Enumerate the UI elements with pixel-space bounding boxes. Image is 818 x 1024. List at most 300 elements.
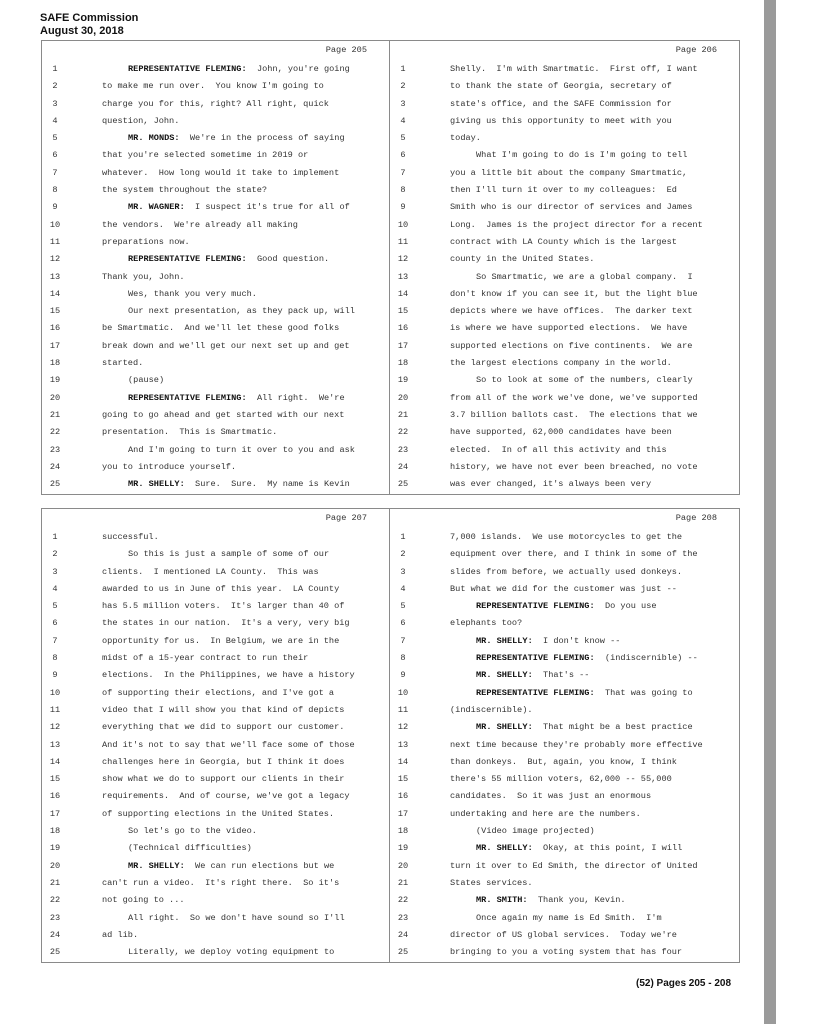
spoken-text: 7,000 islands. We use motorcycles to get the	[450, 532, 683, 542]
spoken-text: show what we do to support our clients in their	[102, 774, 345, 785]
speaker-label: MR. SHELLY:	[476, 722, 533, 733]
spoken-text: requirements. And of course, we've got a legacy	[102, 791, 350, 802]
line-text	[450, 407, 698, 424]
transcript-line	[42, 424, 389, 441]
transcript-line	[42, 147, 389, 164]
transcript-line	[42, 564, 389, 581]
spoken-text: question, John.	[102, 115, 180, 126]
line-text	[102, 685, 334, 702]
line-text	[102, 546, 329, 563]
spoken-text: to thank the state of Georgia, secretary of	[450, 81, 672, 92]
spoken-text: video that I will show you that kind of depicts	[102, 704, 345, 715]
line-number: 25	[49, 947, 61, 958]
line-text	[450, 286, 698, 303]
line-number: 11	[49, 704, 61, 715]
line-number: 3	[400, 98, 406, 109]
line-number: 12	[397, 722, 409, 733]
spoken-text: has 5.5 million voters. It's larger than 40 of	[102, 601, 345, 612]
speaker-label: REPRESENTATIVE FLEMING:	[128, 64, 247, 74]
line-text	[102, 303, 355, 320]
spoken-text: you to introduce yourself.	[102, 461, 237, 472]
line-text	[102, 702, 344, 719]
line-text	[450, 320, 687, 337]
line-number: 23	[49, 444, 61, 455]
spoken-text: John, you're going	[246, 64, 350, 74]
transcript-line	[390, 476, 739, 493]
spoken-text: successful.	[102, 532, 159, 542]
spoken-text: whatever. How long would it take to implement	[102, 167, 340, 178]
spoken-text: Long. James is the project director for a recent	[450, 219, 703, 230]
spoken-text: We can run elections but we	[184, 860, 335, 871]
transcript-line	[42, 269, 389, 286]
spoken-text: not going to ...	[102, 895, 185, 906]
header-title: SAFE Commission	[40, 12, 139, 24]
line-text	[102, 113, 179, 130]
spoken-text: supported elections on five continents. We are	[450, 340, 693, 351]
line-number: 9	[400, 202, 406, 213]
spoken-text: elections. In the Philippines, we have a history	[102, 670, 355, 681]
spoken-text: But what we did for the customer was just --	[450, 583, 677, 594]
line-text	[450, 476, 651, 493]
spoken-text: that you're selected sometime in 2019 or	[102, 150, 309, 161]
spoken-text: Thank you, Kevin.	[527, 895, 626, 906]
transcript-line	[42, 685, 389, 702]
transcript-page-208	[389, 508, 740, 963]
spoken-text: That might be a best practice	[532, 722, 693, 733]
line-text	[102, 424, 277, 441]
transcript-line	[42, 650, 389, 667]
line-number: 4	[400, 115, 406, 126]
line-number: 18	[397, 826, 409, 837]
spoken-text: break down and we'll get our next set up and get	[102, 340, 350, 351]
line-text	[102, 771, 344, 788]
line-number: 16	[397, 323, 409, 334]
transcript-line	[42, 199, 389, 216]
transcript-line	[390, 199, 739, 216]
spoken-text: county in the United States.	[450, 254, 595, 265]
transcript-line	[42, 771, 389, 788]
line-text	[450, 650, 698, 667]
transcript-line	[42, 910, 389, 927]
page-range-footer: (52) Pages 205 - 208	[636, 978, 732, 989]
line-text	[102, 788, 350, 805]
line-number: 20	[397, 392, 409, 403]
spoken-text: charge you for this, right? All right, quick	[102, 98, 329, 109]
line-text	[450, 372, 693, 389]
transcript-line	[42, 788, 389, 805]
spoken-text: Shelly. I'm with Smartmatic. First off, I want	[450, 64, 698, 74]
transcript-line	[390, 892, 739, 909]
spoken-text: (indiscernible) --	[594, 653, 698, 664]
transcript-line	[42, 113, 389, 130]
spoken-text: And it's not to say that we'll face some of those	[102, 739, 355, 750]
line-number: 2	[400, 549, 406, 560]
transcript-line	[390, 910, 739, 927]
line-number: 14	[49, 756, 61, 767]
transcript-lines	[42, 529, 389, 961]
line-number: 6	[400, 618, 406, 629]
transcript-line	[390, 840, 739, 857]
transcript-line	[42, 840, 389, 857]
spoken-text: Once again my name is Ed Smith. I'm	[476, 912, 662, 923]
transcript-line	[42, 944, 389, 961]
transcript-line	[390, 96, 739, 113]
line-text	[450, 875, 533, 892]
line-text	[450, 130, 481, 147]
line-number: 13	[49, 271, 61, 282]
transcript-line	[390, 251, 739, 268]
line-number: 17	[49, 340, 61, 351]
transcript-line	[42, 719, 389, 736]
spoken-text: then I'll turn it over to my colleagues: Ed	[450, 185, 677, 196]
line-text	[102, 182, 267, 199]
spoken-text: States services.	[450, 877, 533, 888]
spoken-text: Literally, we deploy voting equipment to	[128, 947, 335, 958]
spoken-text: the states in our nation. It's a very, very big	[102, 618, 350, 629]
transcript-line	[42, 251, 389, 268]
spoken-text: to make me run over. You know I'm going to	[102, 81, 324, 92]
transcript-line	[42, 78, 389, 95]
line-text	[102, 442, 355, 459]
line-text	[450, 788, 651, 805]
line-number: 14	[397, 288, 409, 299]
spoken-text: I suspect it's true for all of	[184, 202, 350, 213]
line-text	[450, 564, 682, 581]
spoken-text: So this is just a sample of some of our	[128, 549, 330, 560]
spoken-text: contract with LA County which is the largest	[450, 236, 677, 247]
transcript-line	[390, 615, 739, 632]
transcript-line	[390, 234, 739, 251]
line-number: 16	[49, 323, 61, 334]
spoken-text: the vendors. We're already all making	[102, 219, 298, 230]
spoken-text: be Smartmatic. And we'll let these good folks	[102, 323, 340, 334]
transcript-line	[42, 234, 389, 251]
line-number: 17	[397, 808, 409, 819]
scrollbar[interactable]	[764, 0, 776, 1024]
line-text	[450, 615, 522, 632]
line-number: 4	[400, 583, 406, 594]
line-number: 11	[49, 236, 61, 247]
line-text	[102, 234, 190, 251]
line-number: 13	[49, 739, 61, 750]
line-number: 12	[397, 254, 409, 265]
spoken-text: turn it over to Ed Smith, the director of United	[450, 860, 698, 871]
spoken-text: giving us this opportunity to meet with you	[450, 115, 672, 126]
spoken-text: Okay, at this point, I will	[532, 843, 683, 854]
transcript-line	[390, 424, 739, 441]
spoken-text: opportunity for us. In Belgium, we are in the	[102, 635, 340, 646]
transcript-line	[42, 286, 389, 303]
spoken-text: We're in the process of saying	[179, 133, 345, 144]
line-text	[102, 338, 350, 355]
line-number: 17	[49, 808, 61, 819]
transcript-line	[390, 667, 739, 684]
spoken-text: candidates. So it was just an enormous	[450, 791, 652, 802]
line-number: 13	[397, 271, 409, 282]
line-text	[102, 269, 185, 286]
transcript-line	[42, 858, 389, 875]
transcript-line	[390, 78, 739, 95]
line-number: 9	[52, 670, 58, 681]
line-number: 22	[397, 427, 409, 438]
line-number: 7	[52, 167, 58, 178]
spoken-text: So let's go to the video.	[128, 826, 257, 837]
spoken-text: So Smartmatic, we are a global company. I	[476, 271, 693, 282]
spoken-text: the largest elections company in the world.	[450, 358, 672, 369]
transcript-line	[42, 737, 389, 754]
transcript-line	[42, 529, 389, 546]
spoken-text: So to look at some of the numbers, clearly	[476, 375, 693, 386]
transcript-line	[42, 372, 389, 389]
spoken-text: everything that we did to support our customer.	[102, 722, 345, 733]
line-number: 15	[397, 306, 409, 317]
spoken-text: today.	[450, 133, 481, 144]
transcript-line	[390, 390, 739, 407]
spoken-text: director of US global services. Today we're	[450, 929, 677, 940]
line-text	[102, 217, 298, 234]
line-number: 20	[49, 392, 61, 403]
transcript-line	[390, 546, 739, 563]
speaker-label: MR. SHELLY:	[476, 635, 533, 646]
line-text	[102, 459, 236, 476]
transcript-line	[390, 407, 739, 424]
line-number: 11	[397, 236, 409, 247]
transcript-line	[42, 754, 389, 771]
line-number: 13	[397, 739, 409, 750]
line-text	[102, 529, 159, 546]
line-number: 8	[400, 653, 406, 664]
line-number: 22	[49, 427, 61, 438]
line-number: 3	[52, 566, 58, 577]
line-text	[450, 303, 692, 320]
line-text	[102, 840, 252, 857]
line-number: 21	[397, 877, 409, 888]
line-text	[102, 61, 350, 78]
spoken-text: the system throughout the state?	[102, 185, 268, 196]
speaker-label: MR. MONDS:	[128, 133, 180, 144]
line-text	[102, 78, 324, 95]
spoken-text: (indiscernible).	[450, 704, 533, 715]
transcript-line	[390, 529, 739, 546]
transcript-lines	[42, 61, 389, 493]
spoken-text: preparations now.	[102, 236, 190, 247]
spoken-text: don't know if you can see it, but the light blue	[450, 288, 698, 299]
transcript-line	[390, 130, 739, 147]
line-number: 25	[397, 479, 409, 490]
line-number: 24	[49, 461, 61, 472]
line-number: 1	[52, 64, 58, 74]
line-text	[102, 390, 345, 407]
transcript-line	[42, 927, 389, 944]
line-text	[450, 892, 626, 909]
transcript-line	[42, 875, 389, 892]
transcript-line	[390, 459, 739, 476]
line-text	[450, 598, 657, 615]
line-number: 11	[397, 704, 409, 715]
transcript-lines	[390, 529, 739, 961]
transcript-line	[390, 875, 739, 892]
line-text	[102, 737, 355, 754]
line-number: 6	[52, 150, 58, 161]
line-text	[450, 113, 672, 130]
line-text	[450, 199, 692, 216]
speaker-label: MR. SHELLY:	[476, 843, 533, 854]
speaker-label: REPRESENTATIVE FLEMING:	[128, 392, 247, 403]
speaker-label: MR. SHELLY:	[128, 479, 185, 490]
transcript-line	[390, 286, 739, 303]
line-number: 10	[397, 687, 409, 698]
spoken-text: That was going to	[594, 687, 693, 698]
transcript-line	[42, 633, 389, 650]
spoken-text: you a little bit about the company Smartmatic,	[450, 167, 688, 178]
header-date: August 30, 2018	[40, 25, 124, 37]
line-text	[450, 944, 682, 961]
spoken-text: equipment over there, and I think in some of the	[450, 549, 698, 560]
line-text	[102, 719, 344, 736]
transcript-line	[390, 217, 739, 234]
transcript-line	[390, 320, 739, 337]
line-number: 1	[52, 532, 58, 542]
line-number: 25	[397, 947, 409, 958]
line-number: 21	[49, 409, 61, 420]
spoken-text: I don't know --	[532, 635, 621, 646]
line-number: 24	[397, 929, 409, 940]
line-number: 14	[397, 756, 409, 767]
line-text	[102, 355, 143, 372]
spoken-text: can't run a video. It's right there. So it's	[102, 877, 340, 888]
transcript-line	[390, 113, 739, 130]
line-number: 15	[49, 774, 61, 785]
line-number: 19	[49, 843, 61, 854]
line-number: 4	[52, 115, 58, 126]
line-text	[450, 61, 698, 78]
line-text	[450, 251, 594, 268]
transcript-line	[42, 806, 389, 823]
transcript-page-205	[41, 40, 389, 495]
line-number: 1	[400, 532, 406, 542]
spoken-text: next time because they're probably more effective	[450, 739, 703, 750]
spoken-text: Wes, thank you very much.	[128, 288, 257, 299]
transcript-line	[42, 702, 389, 719]
spoken-text: depicts where we have offices. The darker text	[450, 306, 693, 317]
spoken-text: going to go ahead and get started with our next	[102, 409, 345, 420]
line-number: 4	[52, 583, 58, 594]
spoken-text: than donkeys. But, again, you know, I think	[450, 756, 677, 767]
line-number: 5	[400, 601, 406, 612]
line-text	[450, 442, 667, 459]
transcript-line	[42, 823, 389, 840]
line-text	[102, 96, 329, 113]
speaker-label: REPRESENTATIVE FLEMING:	[476, 653, 595, 664]
speaker-label: REPRESENTATIVE FLEMING:	[128, 254, 247, 265]
line-text	[102, 251, 329, 268]
line-text	[450, 234, 677, 251]
spoken-text: All right. So we don't have sound so I'll	[128, 912, 345, 923]
line-number: 18	[49, 826, 61, 837]
spoken-text: That's --	[532, 670, 590, 681]
spoken-text: (Video image projected)	[476, 826, 595, 837]
line-number: 7	[52, 635, 58, 646]
speaker-label: MR. WAGNER:	[128, 202, 185, 213]
transcript-line	[390, 303, 739, 320]
line-number: 8	[52, 653, 58, 664]
transcript-line	[390, 633, 739, 650]
line-text	[102, 892, 185, 909]
line-text	[450, 702, 533, 719]
transcript-line	[390, 737, 739, 754]
line-number: 5	[52, 601, 58, 612]
line-text	[450, 771, 672, 788]
line-text	[102, 823, 257, 840]
spoken-text: Sure. Sure. My name is Kevin	[184, 479, 350, 490]
spoken-text: 3.7 billion ballots cast. The elections that we	[450, 409, 698, 420]
transcript-line	[390, 719, 739, 736]
line-text	[102, 286, 257, 303]
line-text	[450, 147, 687, 164]
line-text	[450, 858, 698, 875]
page-number: Page 205	[325, 45, 367, 55]
line-text	[450, 667, 589, 684]
line-number: 24	[49, 929, 61, 940]
line-text	[102, 806, 334, 823]
spoken-text: Thank you, John.	[102, 271, 185, 282]
speaker-label: REPRESENTATIVE FLEMING:	[476, 687, 595, 698]
transcript-page-206	[389, 40, 740, 495]
transcript-line	[42, 61, 389, 78]
line-number: 16	[49, 791, 61, 802]
speaker-label: MR. SHELLY:	[128, 860, 185, 871]
transcript-line	[390, 442, 739, 459]
line-number: 23	[49, 912, 61, 923]
line-number: 5	[400, 133, 406, 144]
line-text	[450, 685, 693, 702]
transcript-line	[390, 338, 739, 355]
line-text	[102, 858, 334, 875]
transcript-line	[390, 269, 739, 286]
transcript-line	[42, 96, 389, 113]
transcript-line	[390, 355, 739, 372]
spoken-text: clients. I mentioned LA County. This was	[102, 566, 319, 577]
spoken-text: Good question.	[246, 254, 330, 265]
transcript-line	[390, 147, 739, 164]
line-text	[102, 199, 350, 216]
line-text	[102, 130, 345, 147]
transcript-line	[390, 61, 739, 78]
spoken-text: elephants too?	[450, 618, 523, 629]
line-number: 19	[397, 843, 409, 854]
transcript-line	[42, 182, 389, 199]
transcript-line	[390, 754, 739, 771]
line-text	[450, 719, 693, 736]
transcript-line	[390, 598, 739, 615]
line-text	[450, 78, 672, 95]
line-number: 9	[52, 202, 58, 213]
line-number: 3	[400, 566, 406, 577]
line-number: 18	[397, 358, 409, 369]
line-text	[450, 927, 677, 944]
line-number: 10	[397, 219, 409, 230]
line-number: 16	[397, 791, 409, 802]
transcript-line	[42, 355, 389, 372]
spoken-text: Our next presentation, as they pack up, will	[128, 306, 355, 317]
line-text	[102, 667, 355, 684]
spoken-text: bringing to you a voting system that has four	[450, 947, 683, 958]
line-text	[102, 910, 345, 927]
transcript-line	[390, 564, 739, 581]
line-number: 15	[397, 774, 409, 785]
line-number: 9	[400, 670, 406, 681]
line-text	[102, 476, 350, 493]
